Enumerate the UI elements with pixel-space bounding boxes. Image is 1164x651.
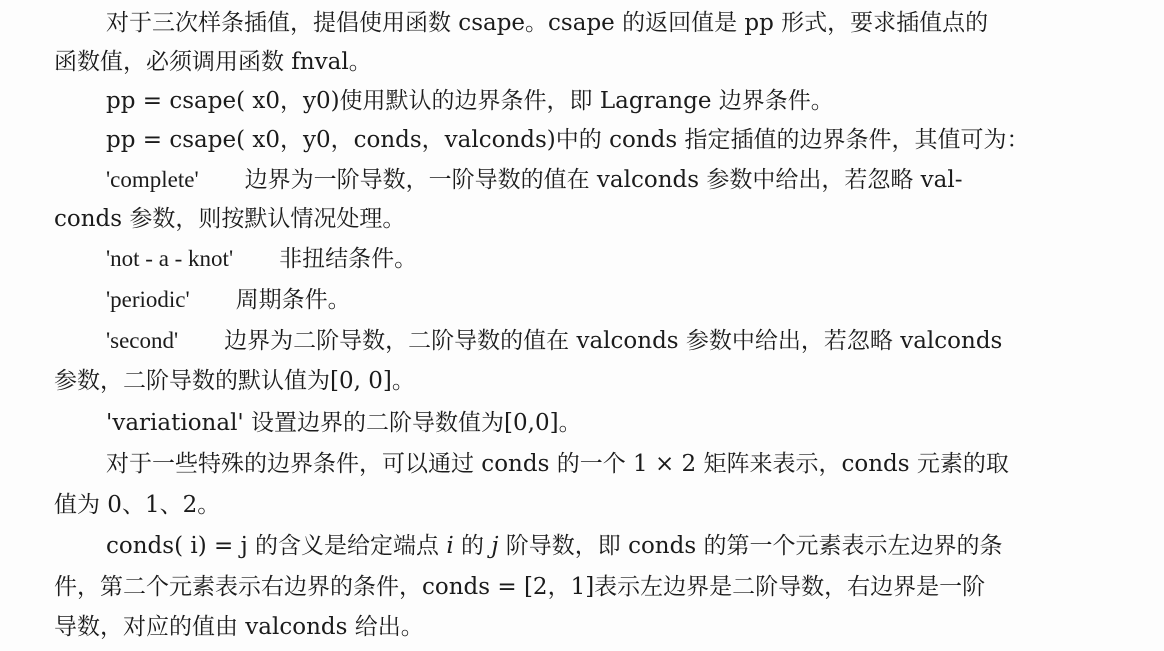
- paragraph-csape-intro-line-1: 对于三次样条插值，提倡使用函数 csape。csape 的返回值是 pp 形式，要求插值点的: [106, 10, 989, 36]
- paragraph-special-conds-line-1: 对于一些特殊的边界条件，可以通过 conds 的一个 1 × 2 矩阵来表示，conds 元素的取: [106, 451, 1009, 477]
- option-second: [106, 327, 1002, 355]
- option-variational: 'variational' 设置边界的二阶导数值为[0,0]。: [106, 410, 582, 436]
- option-periodic-desc: 周期条件。: [235, 287, 351, 313]
- option-second-term: 'second': [106, 328, 179, 353]
- paragraph-special-conds-line-2: 值为 0、1、2。: [54, 492, 221, 518]
- option-second-continuation: 参数，二阶导数的默认值为[0, 0]。: [54, 368, 415, 394]
- option-complete-continuation: conds 参数，则按默认情况处理。: [54, 206, 406, 232]
- conds-meaning-post: 阶导数，即 conds 的第一个元素表示左边界的条: [498, 533, 1003, 559]
- paragraph-conds-meaning-line-2: 件，第二个元素表示右边界的条件，conds = [2，1]表示左边界是二阶导数，右边界是一阶: [54, 574, 986, 600]
- paragraph-default-boundary: pp = csape( x0，y0)使用默认的边界条件，即 Lagrange 边界条件。: [106, 88, 834, 114]
- conds-meaning-i: i: [446, 533, 454, 559]
- option-complete-term: 'complete': [106, 167, 199, 192]
- paragraph-conds-meaning-line-3: 导数，对应的值由 valconds 给出。: [54, 614, 424, 640]
- option-not-a-knot-desc: 非扭结条件。: [279, 246, 418, 272]
- option-complete: [106, 166, 963, 194]
- option-second-desc: 边界为二阶导数，二阶导数的值在 valconds 参数中给出，若忽略 valconds: [224, 328, 1003, 354]
- option-not-a-knot: [106, 245, 417, 273]
- paragraph-csape-intro-line-2: 函数值，必须调用函数 fnval。: [54, 49, 372, 75]
- option-complete-desc: 边界为一阶导数，一阶导数的值在 valconds 参数中给出，若忽略 val-: [244, 167, 963, 193]
- option-periodic: [106, 286, 351, 314]
- paragraph-conds-meaning-line-1: [106, 532, 1002, 560]
- conds-meaning-pre: conds( i) = j 的含义是给定端点: [106, 533, 447, 559]
- option-not-a-knot-term: 'not - a - knot': [106, 246, 234, 271]
- paragraph-conds-boundary: pp = csape( x0，y0，conds，valconds)中的 conds 指定插值的边界条件，其值可为：: [106, 127, 1030, 153]
- conds-meaning-j: j: [491, 533, 499, 559]
- option-periodic-term: 'periodic': [106, 287, 190, 312]
- conds-meaning-mid: 的: [453, 533, 492, 559]
